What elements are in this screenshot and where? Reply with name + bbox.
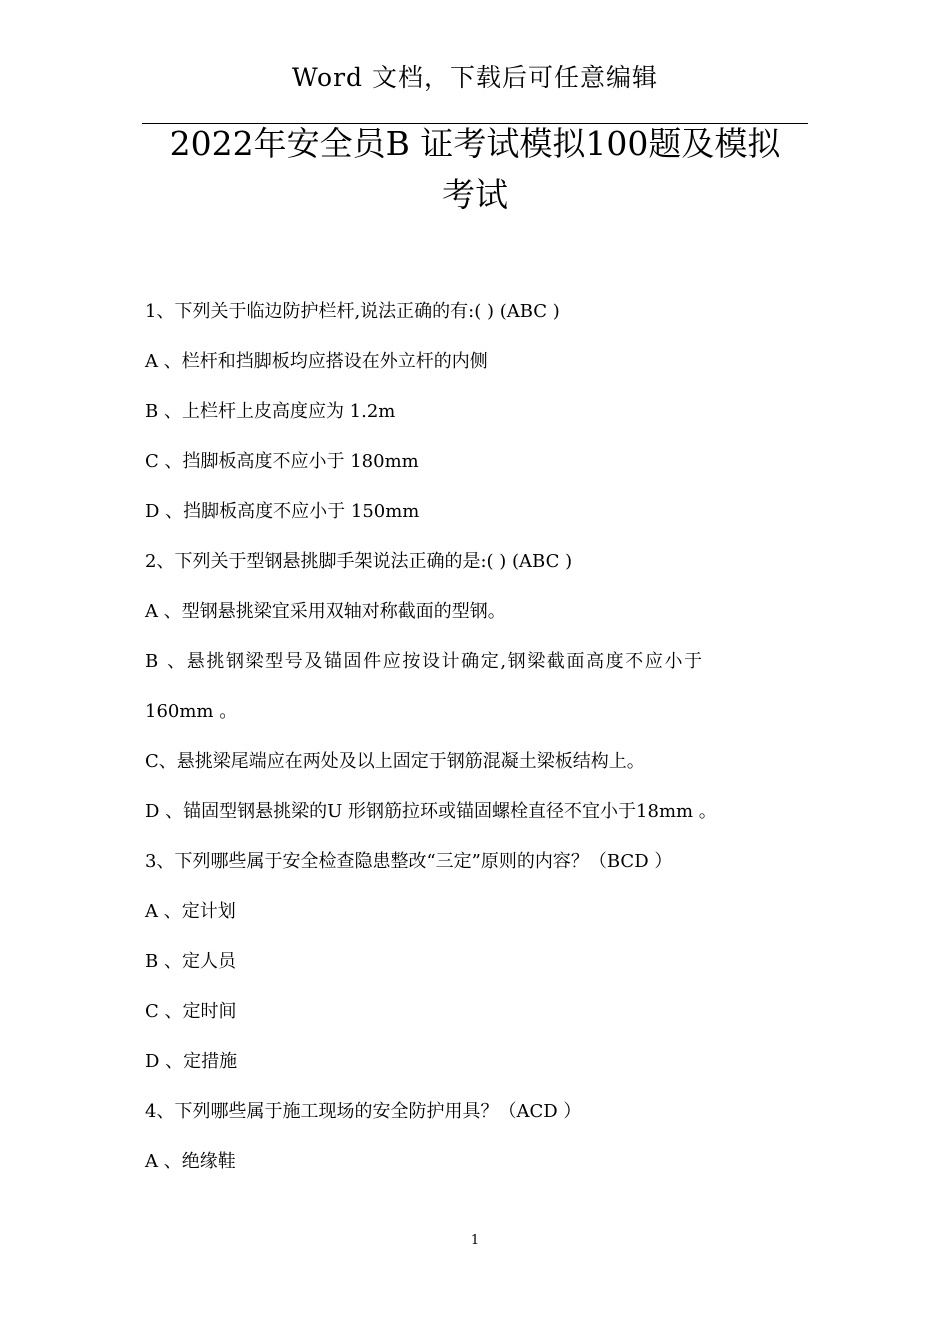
- option-4a: A 、绝缘鞋: [145, 1151, 236, 1172]
- page-header: Word 文档，下载后可任意编辑: [292, 63, 658, 92]
- question-4: 4、下列哪些属于施工现场的安全防护用具？（ACD ）: [145, 1101, 582, 1122]
- question-list: [145, 295, 815, 1195]
- option-1d: D 、挡脚板高度不应小于 150mm: [145, 501, 420, 522]
- option-2b-continued: 160mm 。: [145, 701, 238, 722]
- option-1b: B 、上栏杆上皮高度应为 1.2m: [145, 401, 396, 422]
- question-1: 1、下列关于临边防护栏杆,说法正确的有:( ) (ABC ): [145, 301, 560, 322]
- option-3d: D 、定措施: [145, 1051, 238, 1072]
- option-2b: B 、悬挑钢梁型号及锚固件应按设计确定,钢梁截面高度不应小于: [145, 651, 704, 672]
- option-2a: A 、型钢悬挑梁宜采用双轴对称截面的型钢。: [145, 601, 506, 622]
- question-2: 2、下列关于型钢悬挑脚手架说法正确的是:( ) (ABC ): [145, 551, 573, 572]
- option-3b: B 、定人员: [145, 951, 236, 972]
- option-3a: A 、定计划: [145, 901, 236, 922]
- option-2c: C、悬挑梁尾端应在两处及以上固定于钢筋混凝土梁板结构上。: [145, 751, 645, 772]
- option-1c: C 、挡脚板高度不应小于 180mm: [145, 451, 419, 472]
- option-1a: A 、栏杆和挡脚板均应搭设在外立杆的内侧: [145, 351, 488, 372]
- option-2d: D 、锚固型钢悬挑梁的U 形钢筋拉环或锚固螺栓直径不宜小于18mm 。: [145, 801, 717, 822]
- page-number: 1: [470, 1233, 480, 1248]
- title-line-1: 2022年安全员B 证考试模拟100题及模拟: [169, 124, 781, 163]
- document-title: [140, 118, 810, 220]
- title-line-2: 考试: [442, 175, 508, 214]
- question-3: 3、下列哪些属于安全检查隐患整改“三定”原则的内容？（BCD ）: [145, 851, 673, 872]
- option-3c: C 、定时间: [145, 1001, 237, 1022]
